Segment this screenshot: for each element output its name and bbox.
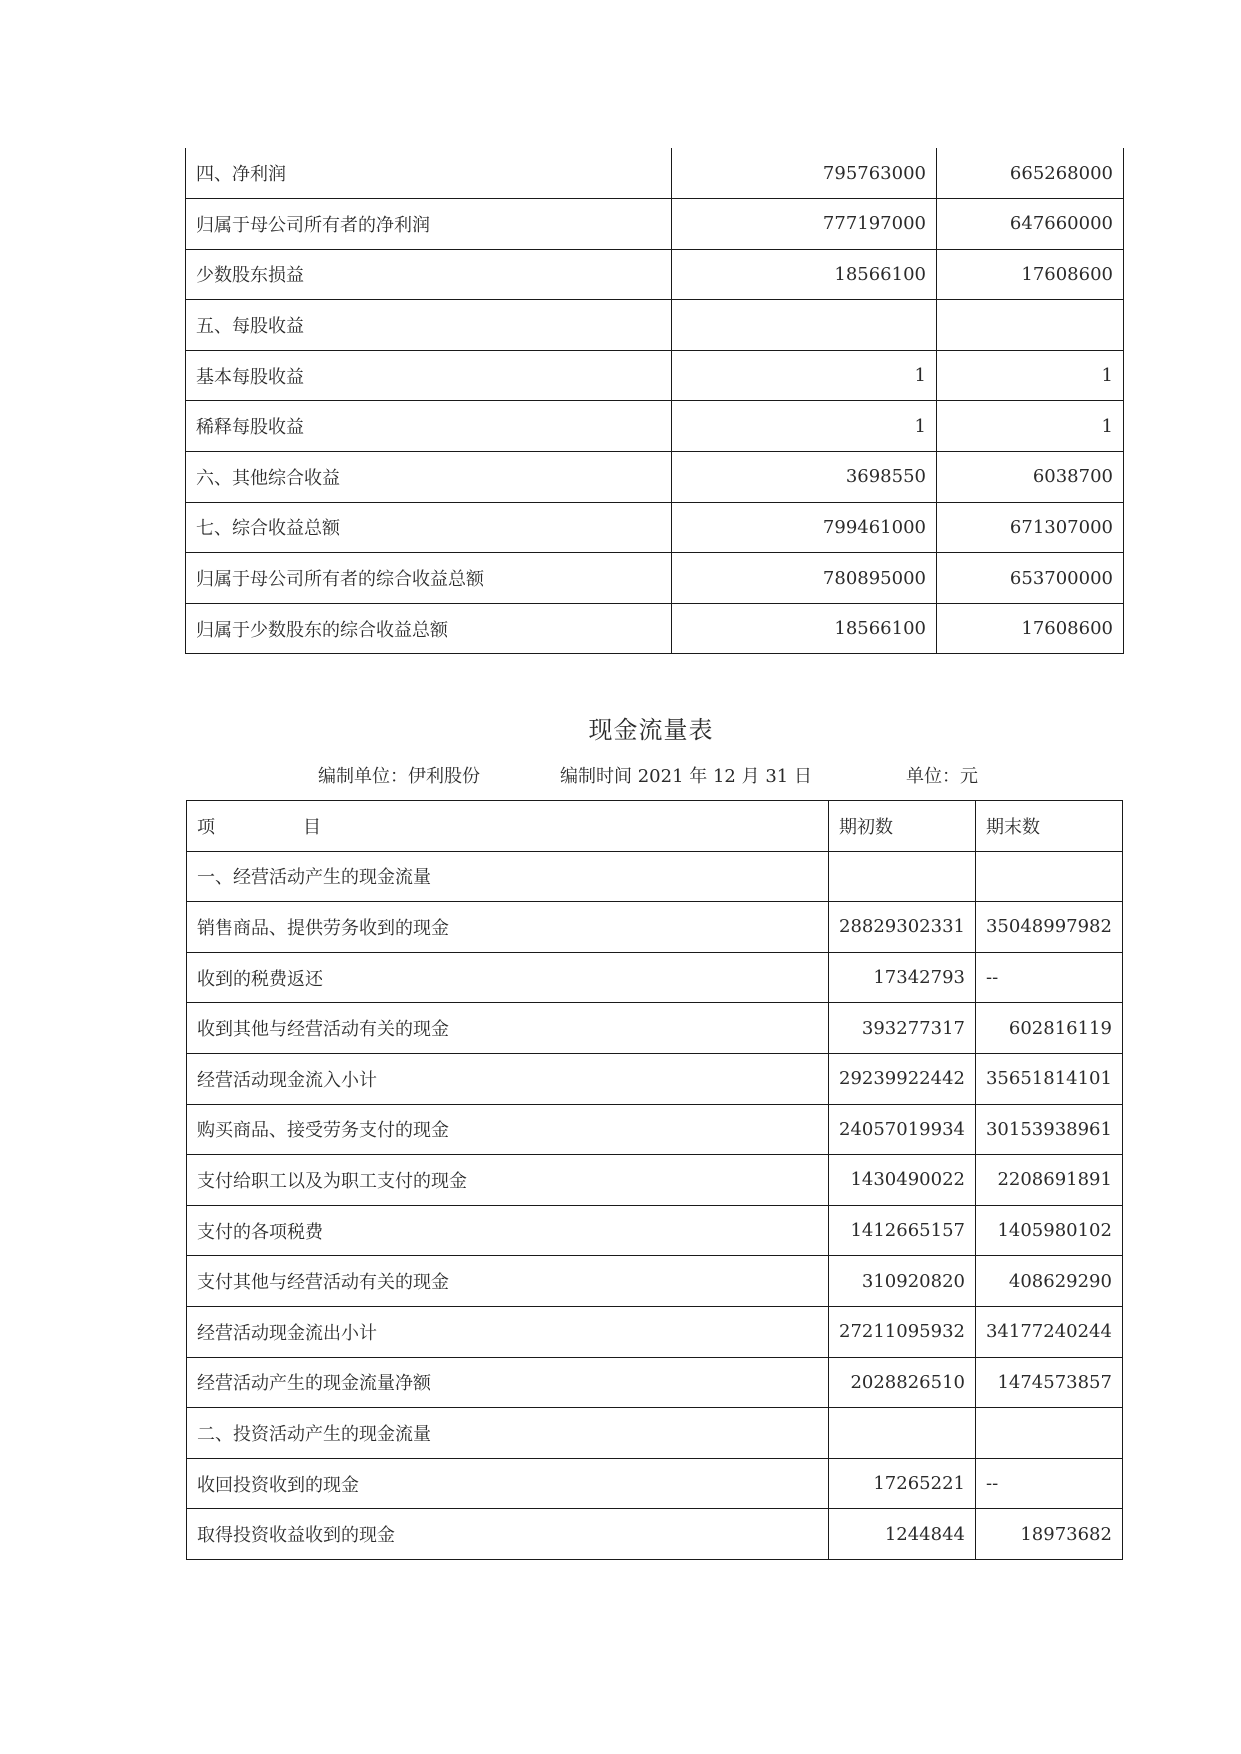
row-label: 支付给职工以及为职工支付的现金 — [187, 1155, 829, 1206]
preparation-date: 编制时间 2021 年 12 月 31 日 — [560, 766, 812, 787]
row-label: 收到其他与经营活动有关的现金 — [187, 1003, 829, 1054]
row-value-2: 1405980102 — [975, 1205, 1122, 1256]
row-value-1: 1412665157 — [829, 1205, 976, 1256]
row-label: 经营活动产生的现金流量净额 — [187, 1357, 829, 1408]
row-value-1: 799461000 — [672, 502, 937, 553]
row-value-2 — [975, 851, 1122, 902]
table-row — [187, 1458, 1123, 1509]
row-label: 购买商品、接受劳务支付的现金 — [187, 1104, 829, 1155]
row-value-1 — [829, 1408, 976, 1459]
row-label: 经营活动现金流出小计 — [187, 1306, 829, 1357]
row-label: 七、综合收益总额 — [186, 502, 672, 553]
table-row — [186, 199, 1124, 250]
table-row — [186, 401, 1124, 452]
row-value-2: 2208691891 — [975, 1155, 1122, 1206]
row-value-2: 30153938961 — [975, 1104, 1122, 1155]
row-value-2: 17608600 — [937, 603, 1124, 654]
row-label: 取得投资收益收到的现金 — [187, 1509, 829, 1560]
table-row — [187, 1306, 1123, 1357]
row-label: 支付其他与经营活动有关的现金 — [187, 1256, 829, 1307]
row-label: 归属于少数股东的综合收益总额 — [186, 603, 672, 654]
table-row — [187, 1408, 1123, 1459]
table-row — [186, 502, 1124, 553]
table-row — [187, 1104, 1123, 1155]
row-value-2: 34177240244 — [975, 1306, 1122, 1357]
row-value-2: 35048997982 — [975, 902, 1122, 953]
row-value-2: 1474573857 — [975, 1357, 1122, 1408]
row-value-2: 1 — [937, 401, 1124, 452]
table-row — [187, 1256, 1123, 1307]
row-value-2 — [975, 1408, 1122, 1459]
row-label: 基本每股收益 — [186, 350, 672, 401]
table-row — [186, 148, 1124, 199]
row-label: 一、经营活动产生的现金流量 — [187, 851, 829, 902]
row-label: 二、投资活动产生的现金流量 — [187, 1408, 829, 1459]
row-value-2: 18973682 — [975, 1509, 1122, 1560]
table-row — [186, 249, 1124, 300]
row-value-1: 27211095932 — [829, 1306, 976, 1357]
row-value-2: -- — [975, 952, 1122, 1003]
row-label: 经营活动现金流入小计 — [187, 1053, 829, 1104]
cash-flow-title: 现金流量表 — [588, 716, 714, 744]
row-value-1: 18566100 — [672, 603, 937, 654]
row-value-1: 17342793 — [829, 952, 976, 1003]
preparer-company: 编制单位：伊利股份 — [318, 766, 480, 787]
row-value-1: 1430490022 — [829, 1155, 976, 1206]
currency-unit: 单位：元 — [906, 766, 978, 787]
row-value-1: 28829302331 — [829, 902, 976, 953]
row-label: 收回投资收到的现金 — [187, 1458, 829, 1509]
row-value-1 — [672, 300, 937, 351]
row-value-1: 18566100 — [672, 249, 937, 300]
row-value-1: 17265221 — [829, 1458, 976, 1509]
row-label: 收到的税费返还 — [187, 952, 829, 1003]
row-value-1: 795763000 — [672, 148, 937, 199]
table-row — [187, 1155, 1123, 1206]
row-value-2: 653700000 — [937, 553, 1124, 604]
row-value-1: 777197000 — [672, 199, 937, 250]
table-row — [187, 902, 1123, 953]
header-closing: 期末数 — [975, 801, 1122, 852]
table-row — [186, 300, 1124, 351]
row-value-1: 1 — [672, 401, 937, 452]
table-row — [186, 452, 1124, 503]
row-value-1: 310920820 — [829, 1256, 976, 1307]
row-value-2: 6038700 — [937, 452, 1124, 503]
row-label: 销售商品、提供劳务收到的现金 — [187, 902, 829, 953]
table-header-row — [187, 801, 1123, 852]
row-value-2: 1 — [937, 350, 1124, 401]
row-label: 四、净利润 — [186, 148, 672, 199]
header-item-b: 目 — [303, 816, 321, 838]
row-value-1: 780895000 — [672, 553, 937, 604]
table-row — [186, 553, 1124, 604]
cash-flow-table — [186, 800, 1123, 1560]
table-row — [187, 952, 1123, 1003]
row-label: 少数股东损益 — [186, 249, 672, 300]
row-value-1: 1244844 — [829, 1509, 976, 1560]
row-value-2: -- — [975, 1458, 1122, 1509]
row-value-2: 671307000 — [937, 502, 1124, 553]
row-value-2: 17608600 — [937, 249, 1124, 300]
row-label: 支付的各项税费 — [187, 1205, 829, 1256]
row-label: 归属于母公司所有者的综合收益总额 — [186, 553, 672, 604]
income-statement-table — [185, 148, 1124, 654]
table-row — [186, 350, 1124, 401]
table-row — [187, 1205, 1123, 1256]
row-value-1: 2028826510 — [829, 1357, 976, 1408]
table-row — [186, 603, 1124, 654]
row-label: 五、每股收益 — [186, 300, 672, 351]
table-row — [187, 1357, 1123, 1408]
table-row — [187, 1053, 1123, 1104]
row-value-2 — [937, 300, 1124, 351]
row-label: 六、其他综合收益 — [186, 452, 672, 503]
table-row — [187, 851, 1123, 902]
row-value-1 — [829, 851, 976, 902]
row-value-2: 647660000 — [937, 199, 1124, 250]
row-value-2: 602816119 — [975, 1003, 1122, 1054]
table-row — [187, 1509, 1123, 1560]
row-value-2: 665268000 — [937, 148, 1124, 199]
row-value-1: 393277317 — [829, 1003, 976, 1054]
row-label: 稀释每股收益 — [186, 401, 672, 452]
row-value-1: 29239922442 — [829, 1053, 976, 1104]
row-label: 归属于母公司所有者的净利润 — [186, 199, 672, 250]
header-opening: 期初数 — [829, 801, 976, 852]
row-value-1: 1 — [672, 350, 937, 401]
row-value-1: 3698550 — [672, 452, 937, 503]
row-value-1: 24057019934 — [829, 1104, 976, 1155]
row-value-2: 408629290 — [975, 1256, 1122, 1307]
header-item-a: 项 — [197, 816, 215, 838]
row-value-2: 35651814101 — [975, 1053, 1122, 1104]
header-item — [187, 801, 829, 852]
table-row — [187, 1003, 1123, 1054]
